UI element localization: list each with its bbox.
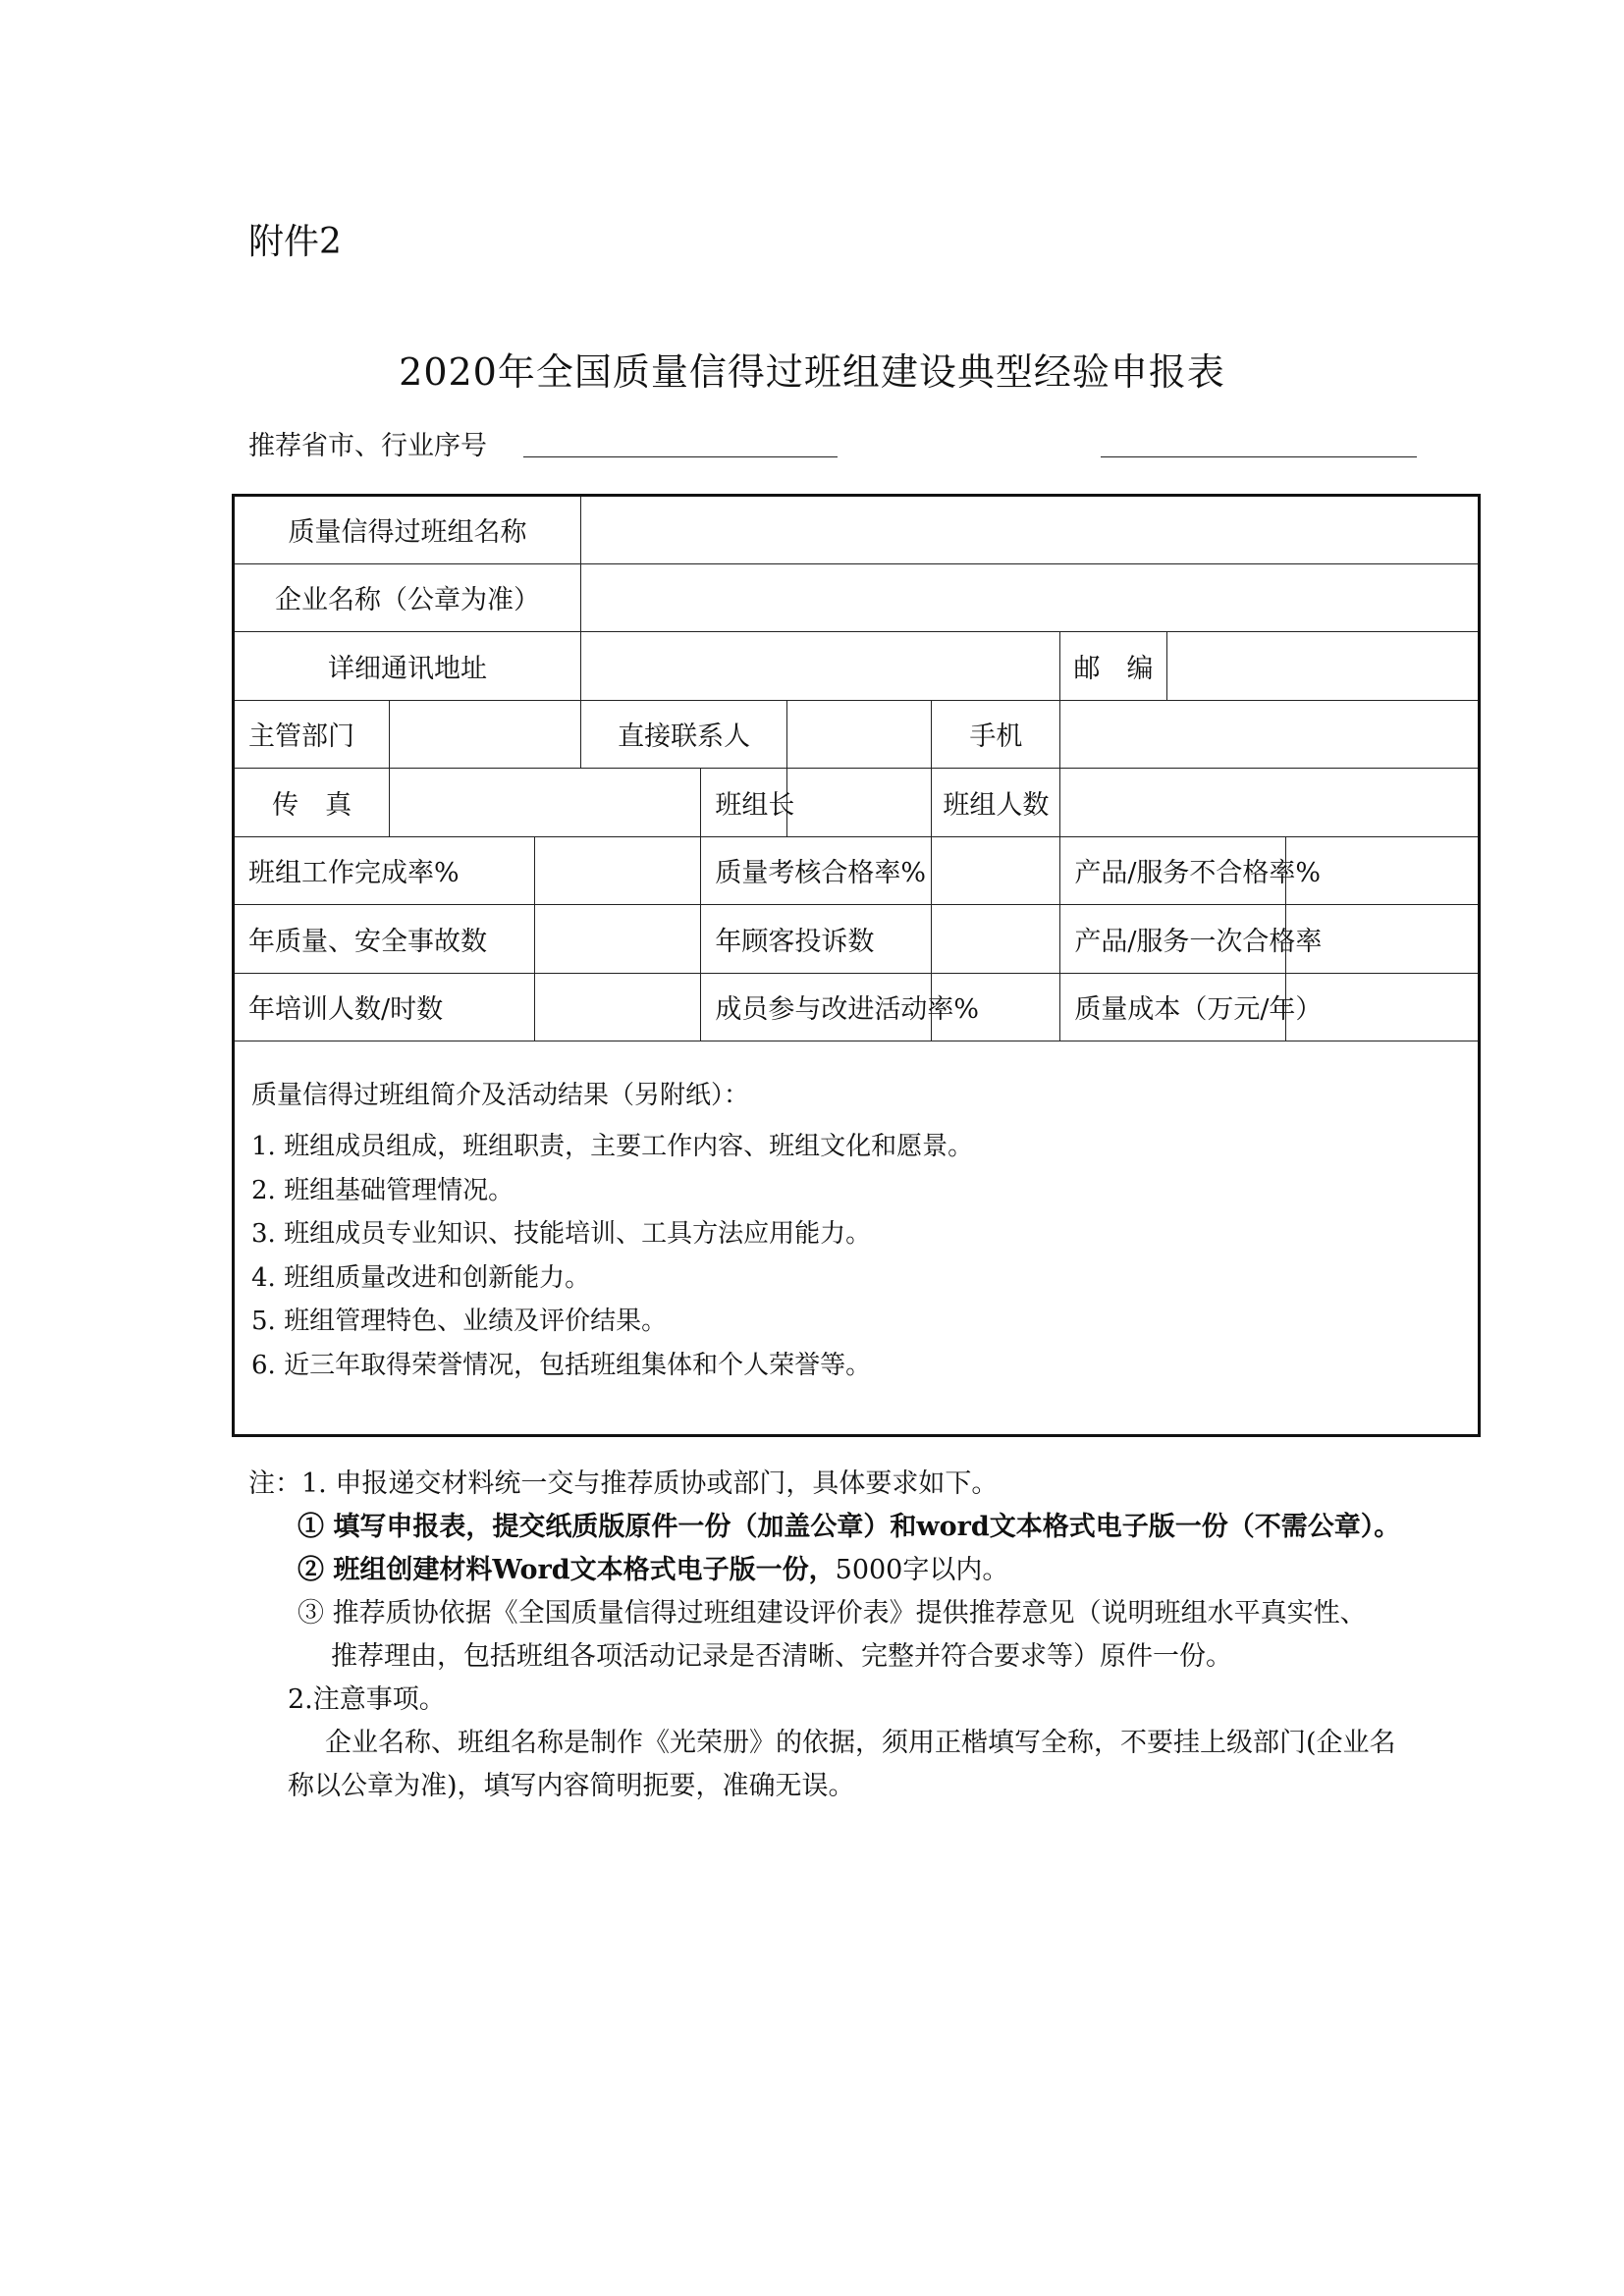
- leader-field[interactable]: [787, 769, 932, 837]
- recommender-province-field[interactable]: [523, 456, 838, 457]
- notes-item-3b: 推荐理由，包括班组各项活动记录是否清晰、完整并符合要求等）原件一份。: [331, 1641, 1232, 1672]
- company-name-label: 企业名称（公章为准）: [234, 563, 581, 632]
- intro-item: 1. 班组成员组成，班组职责，主要工作内容、班组文化和愿景。: [251, 1132, 974, 1161]
- dept-field[interactable]: [390, 700, 581, 769]
- quality-cost-label: 质量成本（万元/年）: [1060, 973, 1286, 1041]
- notes-item-2-rest: 5000字以内。: [835, 1555, 1009, 1585]
- recommender-label: 推荐省市、行业序号: [248, 431, 487, 461]
- address-label: 详细通讯地址: [234, 632, 581, 701]
- intro-section[interactable]: [234, 1041, 1480, 1436]
- accidents-field[interactable]: [535, 905, 701, 974]
- quality-pass-rate-field[interactable]: [932, 836, 1060, 905]
- contact-label: 直接联系人: [581, 700, 787, 769]
- intro-item: 3. 班组成员专业知识、技能培训、工具方法应用能力。: [251, 1219, 872, 1249]
- intro-item: 5. 班组管理特色、业绩及评价结果。: [251, 1307, 668, 1336]
- postcode-label: 邮 编: [1060, 632, 1166, 701]
- leader-label: 班组长: [701, 769, 787, 837]
- intro-item: 6. 近三年取得荣誉情况，包括班组集体和个人荣誉等。: [251, 1350, 872, 1380]
- recommender-number-field[interactable]: [1101, 456, 1417, 457]
- address-field[interactable]: [581, 632, 1060, 701]
- notes-item-2-bold: ② 班组创建材料Word文本格式电子版一份，: [298, 1555, 836, 1585]
- first-pass-rate-label: 产品/服务一次合格率: [1060, 905, 1286, 974]
- company-name-field[interactable]: [581, 563, 1480, 632]
- complaints-field[interactable]: [932, 905, 1060, 974]
- intro-item: 2. 班组基础管理情况。: [251, 1175, 514, 1205]
- complaints-label: 年顾客投诉数: [701, 905, 932, 974]
- contact-field[interactable]: [787, 700, 932, 769]
- application-form: [232, 494, 1481, 1437]
- attachment-label: 附件2: [248, 222, 342, 262]
- quality-pass-rate-label: 质量考核合格率%: [701, 836, 932, 905]
- completion-rate-field[interactable]: [535, 836, 701, 905]
- dept-label: 主管部门: [234, 700, 390, 769]
- notes-item-3a: ③ 推荐质协依据《全国质量信得过班组建设评价表》提供推荐意见（说明班组水平真实性、: [298, 1598, 1367, 1629]
- notes-line-1: 注：1. 申报递交材料统一交与推荐质协或部门，具体要求如下。: [248, 1468, 999, 1499]
- completion-rate-label: 班组工作完成率%: [234, 836, 535, 905]
- team-size-field[interactable]: [1060, 769, 1480, 837]
- page-title: 2020年全国质量信得过班组建设典型经验申报表: [399, 350, 1225, 394]
- intro-title: 质量信得过班组简介及活动结果（另附纸）：: [251, 1081, 750, 1110]
- team-size-label: 班组人数: [932, 769, 1060, 837]
- training-field[interactable]: [535, 973, 701, 1041]
- training-label: 年培训人数/时数: [234, 973, 535, 1041]
- notes-item-1: ① 填写申报表，提交纸质版原件一份（加盖公章）和word文本格式电子版一份（不需公章）。: [298, 1512, 1401, 1542]
- team-name-field[interactable]: [581, 496, 1480, 564]
- notes-paragraph-b: 称以公章为准)，填写内容简明扼要，准确无误。: [288, 1771, 855, 1801]
- notes-line-2: 2.注意事项。: [288, 1684, 446, 1715]
- intro-item: 4. 班组质量改进和创新能力。: [251, 1262, 591, 1293]
- phone-field[interactable]: [1060, 700, 1480, 769]
- notes-section: [248, 1463, 1486, 1808]
- team-name-label: 质量信得过班组名称: [234, 496, 581, 564]
- fax-field[interactable]: [390, 769, 701, 837]
- postcode-field[interactable]: [1166, 632, 1479, 701]
- phone-label: 手机: [932, 700, 1060, 769]
- accidents-label: 年质量、安全事故数: [234, 905, 535, 974]
- fax-label: 传 真: [234, 769, 390, 837]
- notes-item-2: [248, 1549, 1486, 1592]
- notes-paragraph-a: 企业名称、班组名称是制作《光荣册》的依据，须用正楷填写全称，不要挂上级部门(企业名: [325, 1728, 1396, 1758]
- nonconformity-rate-label: 产品/服务不合格率%: [1060, 836, 1286, 905]
- participation-label: 成员参与改进活动率%: [701, 973, 932, 1041]
